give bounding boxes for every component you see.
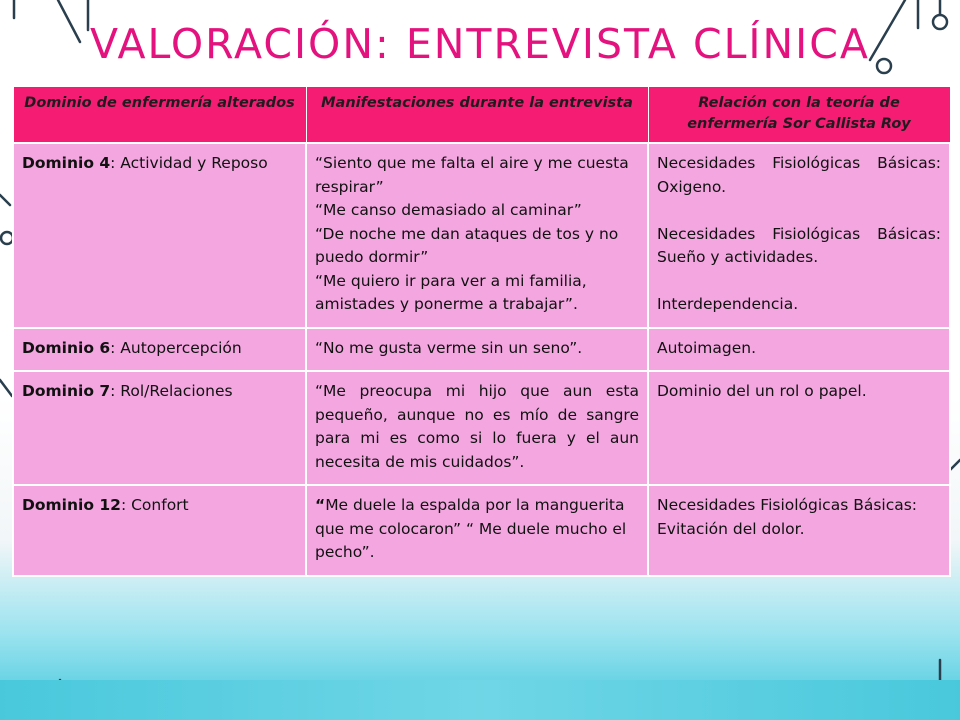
table-row [13, 328, 950, 372]
domain-cell [13, 143, 306, 328]
relation-cell: Necesidades Fisiológicas Básicas: Evitación del dolor. [648, 485, 950, 576]
header-domain: Dominio de enfermería alterados [13, 87, 306, 144]
table-row [13, 143, 950, 328]
domain-number: Dominio 12 [22, 496, 121, 514]
table-row [13, 485, 950, 576]
domain-label: : Confort [120, 496, 189, 514]
opening-quote: “ [315, 496, 326, 514]
relation-cell: Autoimagen. [648, 328, 950, 372]
quote-line: “De noche me dan ataques de tos y no puedo dormir” [315, 224, 619, 266]
manifestations-cell [306, 485, 648, 576]
domain-label: : Actividad y Reposo [110, 154, 268, 172]
manifestations-cell: “No me gusta verme sin un seno”. [306, 328, 648, 372]
slide-title: VALORACIÓN: ENTREVISTA CLÍNICA [90, 20, 870, 68]
bottom-color-band [0, 680, 960, 720]
table-row [13, 371, 950, 485]
header-relation: Relación con la teoría de enfermería Sor Callista Roy [648, 87, 950, 144]
domain-number: Dominio 7 [22, 382, 111, 400]
domain-number: Dominio 6 [22, 338, 111, 357]
domain-number: Dominio 4 [22, 154, 111, 172]
domain-cell [13, 328, 306, 372]
manifestation-text: Me duele la espalda por la manguerita que me colocaron” “ Me duele mucho el pecho”. [315, 496, 627, 561]
quote-line: “Siento que me falta el aire y me cuesta respirar” [315, 154, 629, 196]
relation-cell: Dominio del un rol o papel. [648, 371, 950, 485]
manifestations-cell [306, 143, 648, 328]
domain-label: : Autopercepción [110, 338, 242, 357]
relation-line: Necesidades Fisiológicas Básicas: Oxigeno. [657, 154, 941, 196]
quote-line: “Me quiero ir para ver a mi familia, amistades y ponerme a trabajar”. [315, 271, 587, 313]
domain-label: : Rol/Relaciones [110, 382, 233, 400]
quote-line: “Me canso demasiado al caminar” [315, 201, 582, 219]
manifestations-cell: “Me preocupa mi hijo que aun esta pequeño, aunque no es mío de sangre para mi es como si lo fuera y el aun necesita de mis cuidados”. [306, 371, 648, 485]
domain-cell [13, 371, 306, 485]
relation-line: Necesidades Fisiológicas Básicas: Sueño y actividades. [657, 224, 941, 266]
table-header-row [13, 87, 950, 144]
relation-line: Interdependencia. [657, 295, 799, 313]
assessment-table [12, 86, 951, 577]
domain-cell [13, 485, 306, 576]
relation-cell [648, 143, 950, 328]
header-manifestations: Manifestaciones durante la entrevista [306, 87, 648, 144]
